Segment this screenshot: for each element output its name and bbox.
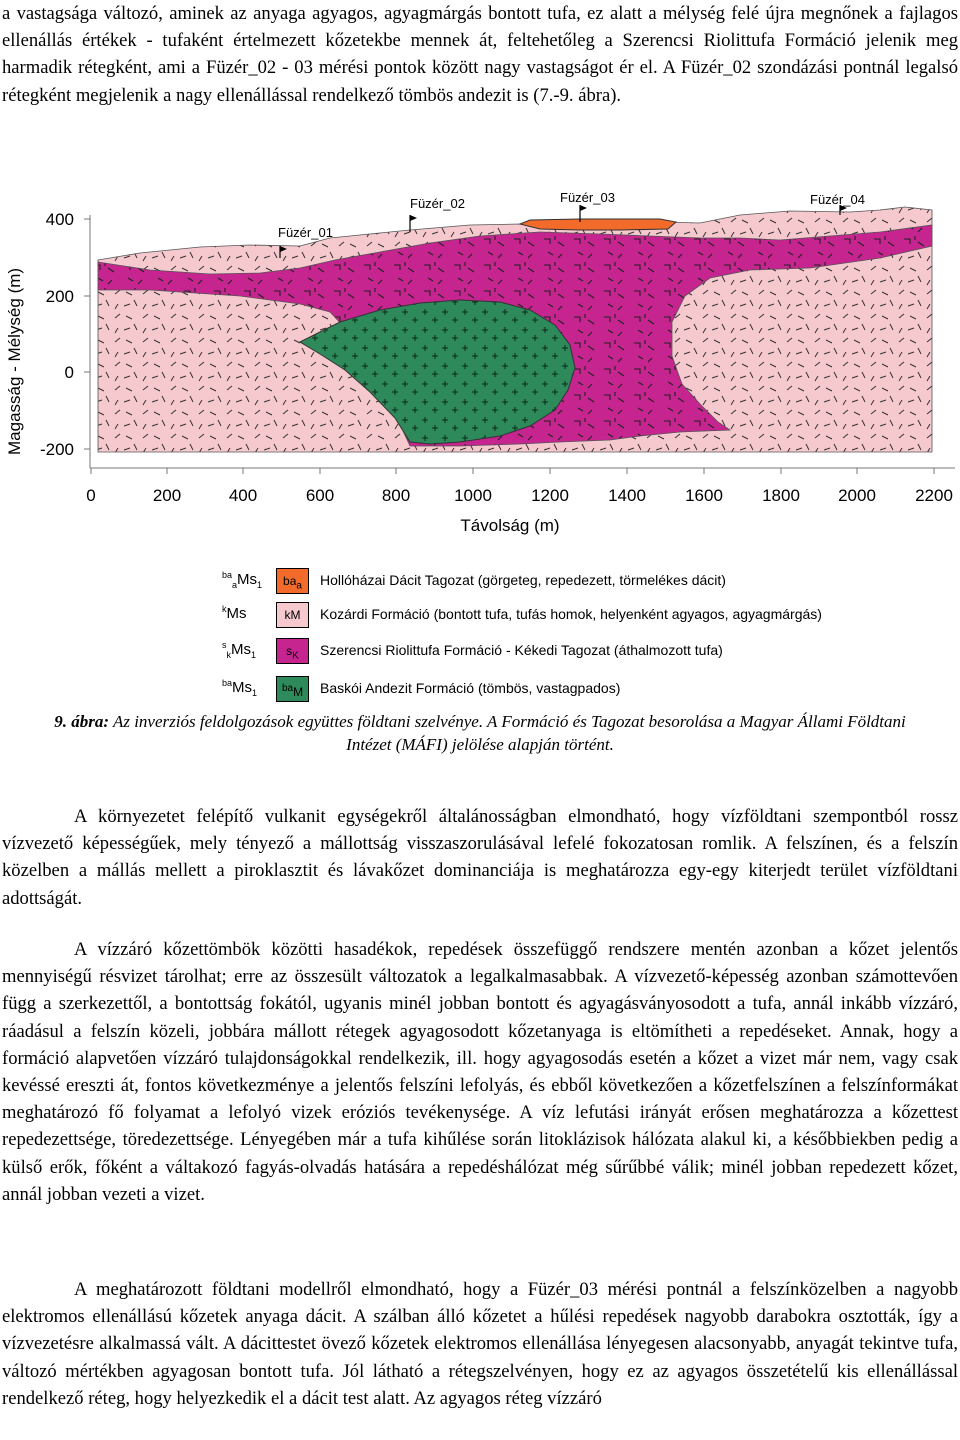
x-tick-1000: 1000: [454, 486, 492, 505]
y-tick-minus200: -200: [39, 440, 74, 459]
legend-row-baskoi: [0, 676, 960, 702]
legend-code: $^{ba}_aMs_1$: [222, 570, 263, 590]
station-fuzer-03: [560, 190, 615, 222]
legend-row-kozard: [0, 602, 960, 628]
figure-caption: [40, 710, 920, 756]
legend-swatch: kM: [276, 602, 309, 628]
x-tick-2200: 2200: [915, 486, 953, 505]
legend-code: $^k$Ms: [222, 604, 247, 622]
legend-code: $^s_kMs_1$: [222, 640, 257, 660]
geological-cross-section: [0, 180, 960, 540]
x-tick-labels: [86, 486, 953, 505]
legend-text: Hollóházai Dácit Tagozat (görgeteg, repedezett, törmelékes dácit): [320, 572, 726, 588]
legend-text: Kozárdi Formáció (bontott tufa, tufás homok, helyenként agyagos, agyagmárgás): [320, 606, 822, 622]
x-tick-1600: 1600: [685, 486, 723, 505]
x-ticks: [91, 468, 934, 474]
x-tick-800: 800: [381, 486, 411, 505]
x-axis-label: Távolság (m): [460, 516, 560, 535]
svg-text:Füzér_02: Füzér_02: [410, 196, 465, 211]
svg-text:Füzér_04: Füzér_04: [810, 192, 865, 207]
legend-text: Baskói Andezit Formáció (tömbös, vastagpados): [320, 680, 621, 696]
legend-row-szerencs: [0, 638, 960, 664]
caption-text: Az inverziós feldolgozások együttes földtani szelvénye. A Formáció és Tagozat besorolása a Magyar Állami Földtani Intézet (MÁFI) jelölése alapján történt.: [109, 712, 906, 754]
legend-code: $^{ba}Ms_1$: [222, 678, 258, 698]
y-tick-400: 400: [45, 210, 74, 229]
legend-row-dacite: [0, 568, 960, 594]
y-tick-labels: [40, 210, 74, 459]
x-tick-0: 0: [86, 486, 96, 505]
paragraph-2: A környezetet felépítő vulkanit egységekről általánosságban elmondható, hogy vízföldtani szempontból rossz vízvezető képességűek, mely tényező a mállottság visszaszorulásával lefelé fokozatosan romlik. A felszínen, és a felszín közelben a mállás mellett a piroklasztit és lávakőzet dominanciája is meghatározza egy-egy kiterjedt terület vízföldtani adottságát.: [2, 806, 958, 909]
x-tick-2000: 2000: [838, 486, 876, 505]
layer-hollohaza-dacite: [520, 219, 676, 230]
y-axis-label: Magasság - Mélység (m): [5, 267, 24, 455]
legend-text: Szerencsi Riolittufa Formáció - Kékedi Tagozat (áthalmozott tufa): [320, 642, 723, 658]
figure-legend: [0, 560, 960, 710]
y-tick-0: 0: [64, 363, 74, 382]
y-tick-200: 200: [45, 287, 74, 306]
y-ticks: [84, 219, 90, 449]
paragraph-3: A vízzáró kőzettömbök közötti hasadékok, repedések összefüggő rendszere mentén azonban a kőzet jelentős mennyiségű résvizet tárolhat; erre az összesült változatok a legalkalmasabbak. A vízvezető-képesség azonban számottevően függ a szerkezettől, a bontottság fokától, ugyanis minél jobban bontott és agyagásványosodott a tufa, annál inkább vízzáró, ráadásul a felszín közeli, jobbára mállott rétegek agyagosodott kőzetanyaga is eltömítheti a repedéseket. Annak, hogy a formáció alapvetően vízzáró tulajdonságokkal rendelkezik, ill. hogy agyagosodás esetén a kőzet a vizet már nem, vagy csak kevéssé ereszti át, fontos következménye a jelentős felszíni lefolyás, és ebből következően a kőzetfelszínen a felszínformákat meghatározó fő folyamat a lefolyó vizek eróziós tevékenysége. A víz lefutási irányát erősen meghatározza a kőzettest repedezettsége, töredezettsége. Lényegében már a tufa kihűlése során litoklázisok hálózata alakul ki, a későbbiekben pedig a külső erők, főként a váltakozó fagyás-olvadás hatására a repedéshálózat még sűrűbbé válik; minél jobban repedezett kőzet, annál jobban vezeti a vizet.: [2, 939, 958, 1205]
x-tick-1400: 1400: [608, 486, 646, 505]
x-tick-1200: 1200: [531, 486, 569, 505]
legend-swatch: $ba_a$: [276, 568, 309, 594]
x-tick-400: 400: [228, 486, 258, 505]
paragraph-1: a vastagsága változó, aminek az anyaga agyagos, agyagmárgás bontott tufa, ez alatt a mélység felé újra megnőnek a fajlagos ellenállás értékek - tufaként értelmezett kőzetekbe mennek át, feltehetőleg a Szerencsi Riolittufa Formáció jelenik meg harmadik rétegként, ami a Füzér_02 - 03 mérési pontok között nagy vastagságot ér el. A Füzér_02 szondázási pontnál legalsó rétegként megjelenik a nagy ellenállással rendelkező tömbös andezit is (7.-9. ábra).: [2, 3, 958, 106]
caption-label: 9. ábra:: [54, 712, 110, 731]
legend-swatch: $^{ba}$M: [276, 676, 309, 702]
x-tick-1800: 1800: [762, 486, 800, 505]
x-tick-600: 600: [305, 486, 335, 505]
paragraph-4: A meghatározott földtani modellről elmondható, hogy a Füzér_03 mérési pontnál a felszínközelben a nagyobb elektromos ellenállású kőzetek anyaga dácit. A szálban álló kőzetet a hűlési repedések nagyobb darabokra osztották, így a vízvezetésre alkalmassá vált. A dácittestet övező kőzetek elektromos ellenállása lényegesen alacsonyabb, anyagát tekintve tufa, változó mértékben agyagosan bontott tufa. Jól látható a rétegszelvényen, hogy ez az agyagos összetételű kis ellenállással rendelkező réteg, hogy helyezkedik el a dácit test alatt. Az agyagos réteg vízzáró: [2, 1279, 958, 1409]
legend-swatch: $s_K$: [276, 638, 309, 664]
svg-text:Füzér_03: Füzér_03: [560, 190, 615, 205]
svg-text:Füzér_01: Füzér_01: [278, 225, 333, 240]
x-tick-200: 200: [152, 486, 182, 505]
